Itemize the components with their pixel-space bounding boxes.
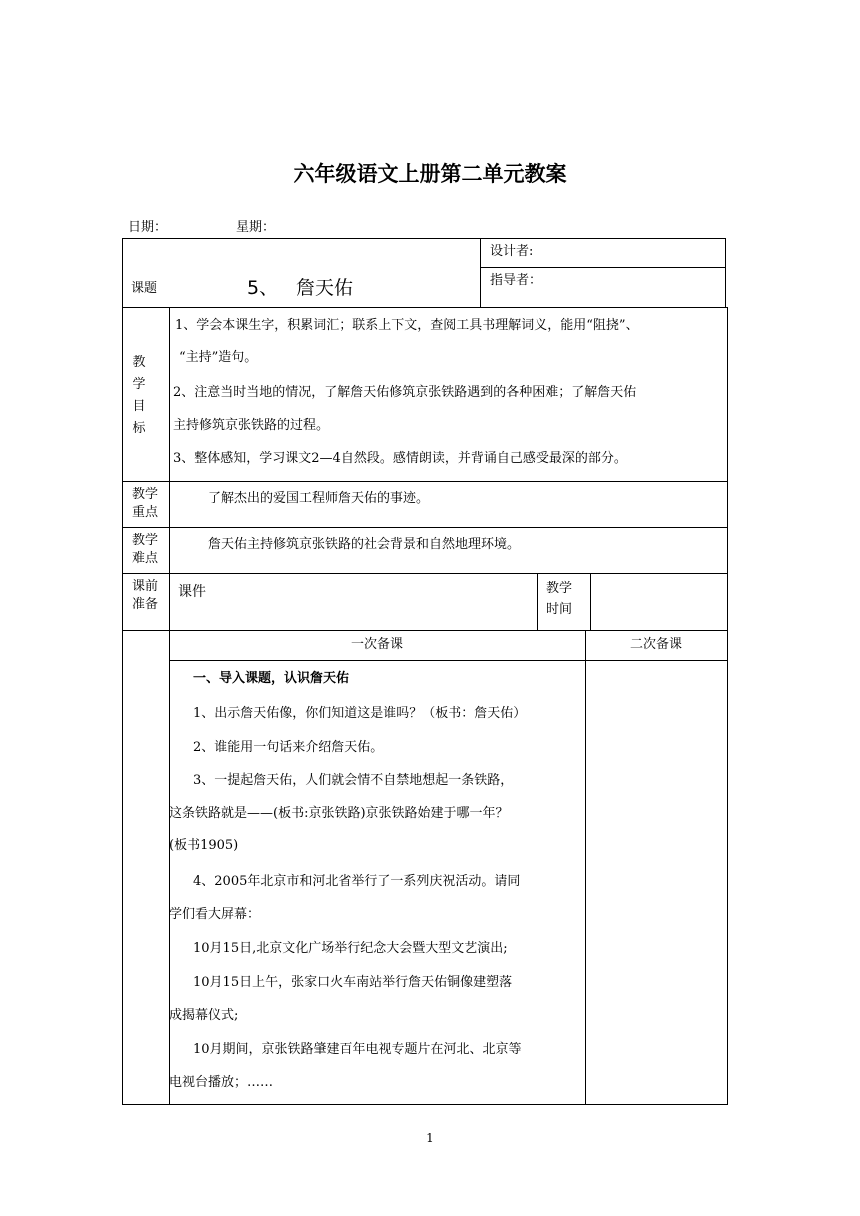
plan-line: 10月15日上午，张家口火车南站举行詹天佑铜像建塑落 <box>193 975 513 990</box>
plan-line: 10月15日,北京文化广场举行纪念大会暨大型文艺演出; <box>193 941 508 956</box>
topic-label: 课题 <box>131 281 158 296</box>
plan-line: 1、出示詹天佑像，你们知道这是谁吗？（板书：詹天佑） <box>193 706 527 721</box>
goal-line: 2、注意当时当地的情况，了解詹天佑修筑京张铁路遇到的各种困难；了解詹天佑 <box>173 385 637 400</box>
plan-line: 学们看大屏幕： <box>169 907 261 922</box>
advisor-label: 指导者： <box>490 273 543 288</box>
plan-line: 10月期间，京张铁路肇建百年电视专题片在河北、北京等 <box>193 1042 522 1057</box>
date-label: 日期： <box>128 220 168 235</box>
document-title: 六年级语文上册第二单元教案 <box>293 162 567 186</box>
goals-label: 教 学 目 标 <box>132 355 146 436</box>
difficulties-text: 詹天佑主持修筑京张铁路的社会背景和自然地理环境。 <box>208 537 521 552</box>
page-number: 1 <box>426 1131 434 1145</box>
lesson-number: 5、 <box>247 277 279 299</box>
plan-line: (板书1905) <box>169 838 239 853</box>
plan-line: 3、一提起詹天佑，人们就会情不自禁地想起一条铁路， <box>193 773 514 788</box>
preparation-value: 课件 <box>178 584 206 600</box>
key-points-label: 教学 重点 <box>132 487 159 520</box>
goal-line: 1、学会本课生字，积累词汇；联系上下文，查阅工具书理解词义，能用“阻挠”、 <box>175 318 639 333</box>
preparation-label: 课前 准备 <box>132 579 159 612</box>
goal-line: “主持”造句。 <box>179 350 258 365</box>
goal-line: 主持修筑京张铁路的过程。 <box>173 418 330 433</box>
weekday-label: 星期： <box>236 220 276 235</box>
goal-line: 3、整体感知，学习课文2—4自然段。感情朗读，并背诵自己感受最深的部分。 <box>173 451 627 466</box>
plan-line: 这条铁路就是——(板书:京张铁路)京张铁路始建于哪一年？ <box>169 806 509 821</box>
key-points-text: 了解杰出的爱国工程师詹天佑的事迹。 <box>208 491 430 506</box>
plan-line: 电视台播放；…… <box>169 1075 274 1090</box>
teaching-time-label: 教学 时间 <box>546 581 573 617</box>
plan-line: 成揭幕仪式; <box>169 1008 239 1023</box>
difficulties-label: 教学 难点 <box>132 533 159 566</box>
second-prep-header: 二次备课 <box>629 637 682 652</box>
designer-label: 设计者: <box>490 244 534 259</box>
section-heading: 一、导入课题，认识詹天佑 <box>193 671 350 686</box>
plan-line: 4、2005年北京市和河北省举行了一系列庆祝活动。请同 <box>193 874 521 889</box>
lesson-title: 詹天佑 <box>296 277 354 299</box>
plan-line: 2、谁能用一句话来介绍詹天佑。 <box>193 740 384 755</box>
first-prep-header: 一次备课 <box>350 637 403 652</box>
